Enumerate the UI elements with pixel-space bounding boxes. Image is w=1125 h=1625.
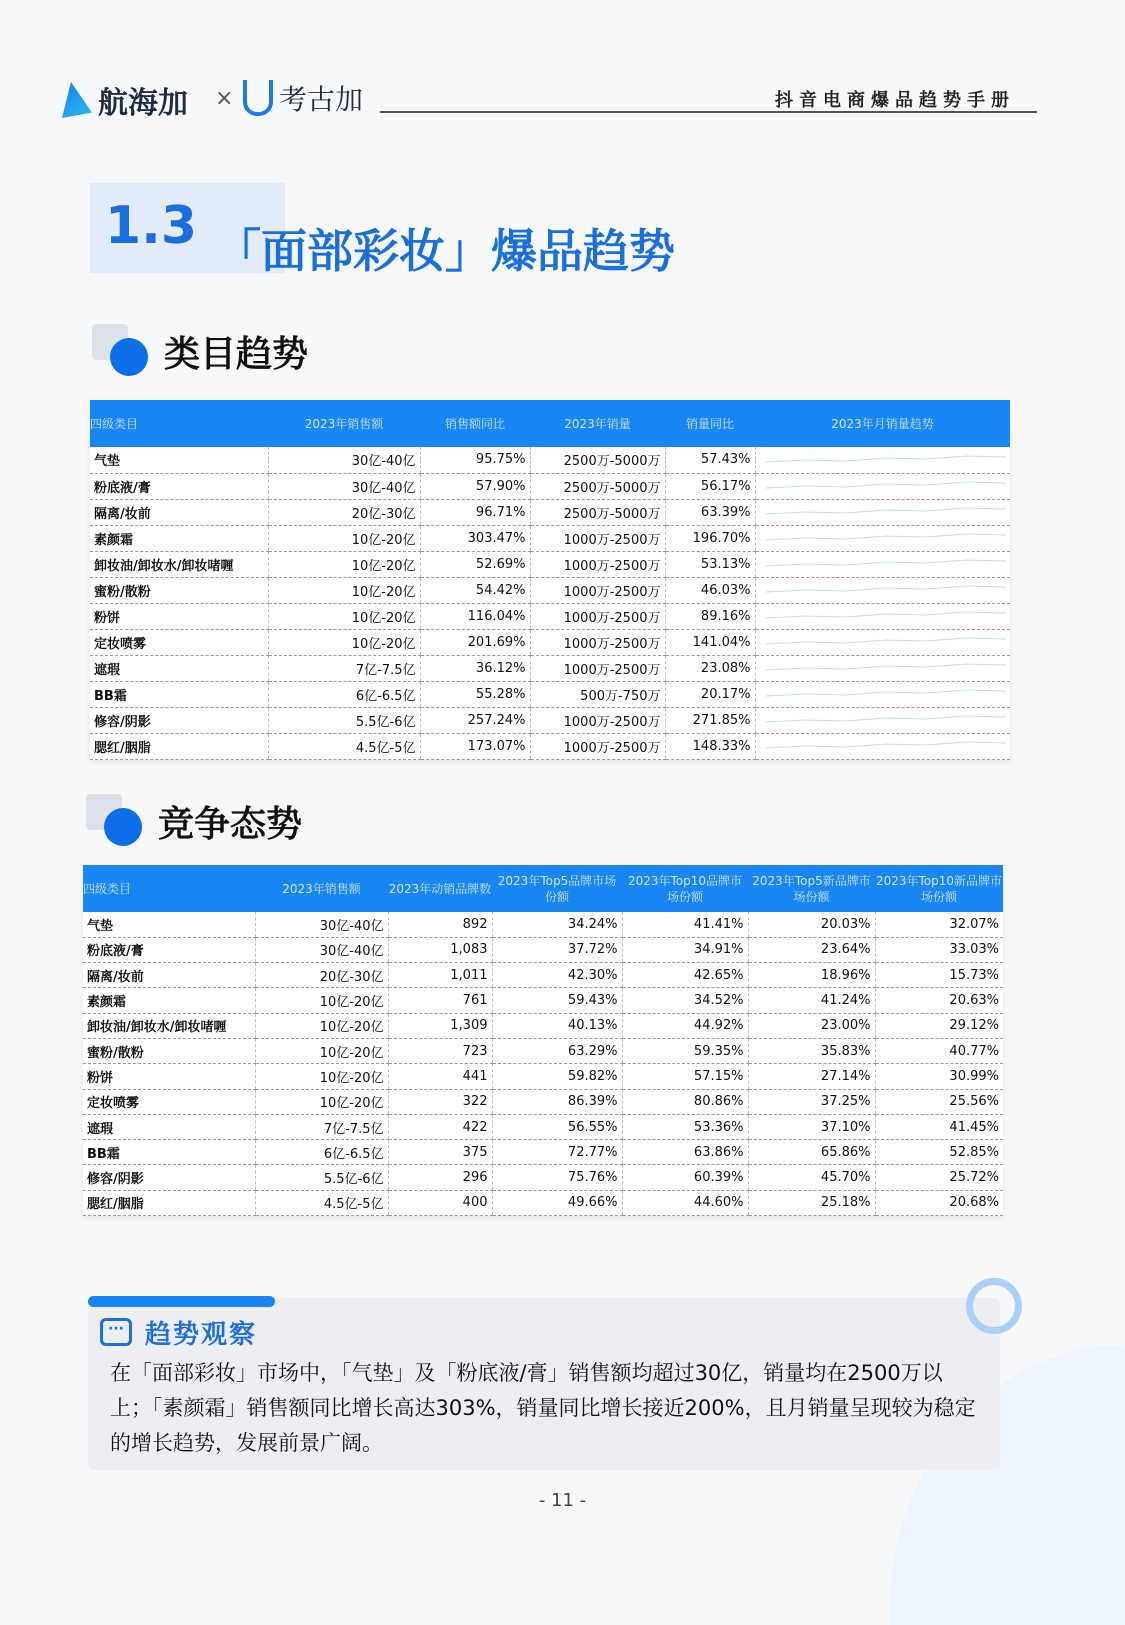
value-cell: 56.17%	[665, 473, 755, 499]
category-cell: 素颜霜	[90, 525, 268, 551]
value-cell: 20.63%	[875, 988, 1003, 1013]
value-cell: 30亿-40亿	[268, 447, 420, 473]
value-cell: 6亿-6.5亿	[268, 681, 420, 707]
table-row	[83, 963, 1003, 988]
value-cell: 1000万-2500万	[530, 525, 665, 551]
value-cell: 116.04%	[420, 603, 530, 629]
observation-accent-bar	[88, 1296, 275, 1307]
table-row	[90, 655, 1010, 681]
value-cell: 44.92%	[622, 1013, 748, 1038]
value-cell: 53.13%	[665, 551, 755, 577]
header-divider	[380, 111, 1037, 113]
value-cell: 892	[388, 912, 492, 937]
value-cell: 40.13%	[492, 1013, 622, 1038]
category-cell: 隔离/妆前	[90, 499, 268, 525]
value-cell: 95.75%	[420, 447, 530, 473]
value-cell: 20亿-30亿	[268, 499, 420, 525]
table-row	[90, 577, 1010, 603]
value-cell: 60.39%	[622, 1165, 748, 1190]
handbook-title: 抖音电商爆品趋势手册	[775, 90, 1015, 111]
value-cell: 296	[388, 1165, 492, 1190]
value-cell: 57.90%	[420, 473, 530, 499]
kaogujia-logo: 考古加	[243, 78, 363, 118]
column-header: 2023年销量	[530, 400, 665, 447]
category-cell: 遮瑕	[90, 655, 268, 681]
table-row	[83, 937, 1003, 962]
value-cell: 37.72%	[492, 937, 622, 962]
value-cell: 42.65%	[622, 963, 748, 988]
value-cell: 2500万-5000万	[530, 447, 665, 473]
value-cell: 29.12%	[875, 1013, 1003, 1038]
value-cell: 10亿-20亿	[255, 1064, 388, 1089]
sparkline-cell	[755, 603, 1010, 629]
table-row	[83, 1190, 1003, 1215]
column-header: 2023年月销量趋势	[755, 400, 1010, 447]
value-cell: 49.66%	[492, 1190, 622, 1215]
value-cell: 25.72%	[875, 1165, 1003, 1190]
value-cell: 257.24%	[420, 707, 530, 733]
table-row	[83, 1140, 1003, 1165]
value-cell: 23.08%	[665, 655, 755, 681]
category-cell: BB霜	[90, 681, 268, 707]
value-cell: 72.77%	[492, 1140, 622, 1165]
value-cell: 46.03%	[665, 577, 755, 603]
column-header: 2023年销售额	[268, 400, 420, 447]
page-number: - 11 -	[538, 1490, 587, 1511]
value-cell: 196.70%	[665, 525, 755, 551]
competition-table	[83, 865, 1003, 1216]
value-cell: 10亿-20亿	[255, 988, 388, 1013]
value-cell: 1000万-2500万	[530, 655, 665, 681]
column-header: 2023年Top5品牌市场份额	[492, 865, 622, 912]
value-cell: 44.60%	[622, 1190, 748, 1215]
value-cell: 32.07%	[875, 912, 1003, 937]
category-cell: 气垫	[90, 447, 268, 473]
value-cell: 86.39%	[492, 1089, 622, 1114]
value-cell: 20.17%	[665, 681, 755, 707]
value-cell: 1,083	[388, 937, 492, 962]
value-cell: 55.28%	[420, 681, 530, 707]
value-cell: 441	[388, 1064, 492, 1089]
observation-title: 趋势观察	[145, 1320, 258, 1350]
category-cell: 定妆喷雾	[90, 629, 268, 655]
value-cell: 80.86%	[622, 1089, 748, 1114]
sparkline	[766, 526, 1006, 546]
value-cell: 57.15%	[622, 1064, 748, 1089]
table-row	[83, 1165, 1003, 1190]
table-row	[90, 733, 1010, 759]
value-cell: 1,011	[388, 963, 492, 988]
value-cell: 201.69%	[420, 629, 530, 655]
value-cell: 148.33%	[665, 733, 755, 759]
sparkline	[766, 604, 1006, 624]
table-row	[90, 447, 1010, 473]
category-cell: 修容/阴影	[83, 1165, 255, 1190]
value-cell: 34.24%	[492, 912, 622, 937]
category-cell: 遮瑕	[83, 1114, 255, 1139]
value-cell: 20亿-30亿	[255, 963, 388, 988]
value-cell: 500万-750万	[530, 681, 665, 707]
table-row	[83, 1064, 1003, 1089]
value-cell: 10亿-20亿	[268, 629, 420, 655]
value-cell: 2500万-5000万	[530, 473, 665, 499]
value-cell: 36.12%	[420, 655, 530, 681]
sparkline	[766, 500, 1006, 520]
value-cell: 422	[388, 1114, 492, 1139]
category-cell: 蜜粉/散粉	[90, 577, 268, 603]
sparkline	[766, 708, 1006, 728]
category-cell: 修容/阴影	[90, 707, 268, 733]
sparkline	[766, 448, 1006, 468]
value-cell: 303.47%	[420, 525, 530, 551]
value-cell: 400	[388, 1190, 492, 1215]
value-cell: 33.03%	[875, 937, 1003, 962]
value-cell: 30亿-40亿	[255, 937, 388, 962]
value-cell: 23.00%	[748, 1013, 875, 1038]
value-cell: 2500万-5000万	[530, 499, 665, 525]
table-row	[90, 681, 1010, 707]
column-header: 2023年动销品牌数	[388, 865, 492, 912]
sparkline-cell	[755, 655, 1010, 681]
table-row	[90, 629, 1010, 655]
bullet-icon	[104, 808, 142, 846]
value-cell: 271.85%	[665, 707, 755, 733]
value-cell: 41.24%	[748, 988, 875, 1013]
table-row	[83, 1038, 1003, 1063]
value-cell: 59.43%	[492, 988, 622, 1013]
sparkline-cell	[755, 473, 1010, 499]
table-row	[83, 988, 1003, 1013]
value-cell: 1,309	[388, 1013, 492, 1038]
value-cell: 65.86%	[748, 1140, 875, 1165]
sparkline-cell	[755, 551, 1010, 577]
value-cell: 1000万-2500万	[530, 551, 665, 577]
category-cell: 卸妆油/卸妆水/卸妆啫喱	[90, 551, 268, 577]
category-cell: 素颜霜	[83, 988, 255, 1013]
value-cell: 75.76%	[492, 1165, 622, 1190]
category-cell: 粉饼	[90, 603, 268, 629]
table-row	[83, 1114, 1003, 1139]
category-cell: 气垫	[83, 912, 255, 937]
value-cell: 41.41%	[622, 912, 748, 937]
value-cell: 10亿-20亿	[268, 551, 420, 577]
category-cell: 隔离/妆前	[83, 963, 255, 988]
value-cell: 52.85%	[875, 1140, 1003, 1165]
category-cell: 卸妆油/卸妆水/卸妆啫喱	[83, 1013, 255, 1038]
value-cell: 37.25%	[748, 1089, 875, 1114]
table-row	[83, 1013, 1003, 1038]
logo-separator: ×	[215, 86, 234, 111]
category-cell: 粉底液/膏	[90, 473, 268, 499]
category-cell: 蜜粉/散粉	[83, 1038, 255, 1063]
value-cell: 1000万-2500万	[530, 577, 665, 603]
value-cell: 7亿-7.5亿	[255, 1114, 388, 1139]
value-cell: 173.07%	[420, 733, 530, 759]
sparkline	[766, 734, 1006, 754]
category-cell: 腮红/胭脂	[90, 733, 268, 759]
column-header: 四级类目	[83, 865, 255, 912]
column-header: 销售额同比	[420, 400, 530, 447]
sparkline	[766, 578, 1006, 598]
sparkline-cell	[755, 707, 1010, 733]
value-cell: 63.29%	[492, 1038, 622, 1063]
value-cell: 96.71%	[420, 499, 530, 525]
value-cell: 10亿-20亿	[268, 603, 420, 629]
value-cell: 63.86%	[622, 1140, 748, 1165]
value-cell: 41.45%	[875, 1114, 1003, 1139]
value-cell: 53.36%	[622, 1114, 748, 1139]
value-cell: 141.04%	[665, 629, 755, 655]
value-cell: 10亿-20亿	[268, 525, 420, 551]
column-header: 2023年销售额	[255, 865, 388, 912]
value-cell: 59.35%	[622, 1038, 748, 1063]
value-cell: 52.69%	[420, 551, 530, 577]
decorative-ring	[966, 1278, 1022, 1334]
sparkline-cell	[755, 447, 1010, 473]
value-cell: 34.91%	[622, 937, 748, 962]
sparkline	[766, 656, 1006, 676]
table-row	[90, 525, 1010, 551]
value-cell: 4.5亿-5亿	[255, 1190, 388, 1215]
value-cell: 25.56%	[875, 1089, 1003, 1114]
page-title: 「面部彩妆」爆品趋势	[215, 224, 675, 278]
sparkline-cell	[755, 629, 1010, 655]
value-cell: 18.96%	[748, 963, 875, 988]
value-cell: 10亿-20亿	[255, 1013, 388, 1038]
table-row	[90, 499, 1010, 525]
value-cell: 57.43%	[665, 447, 755, 473]
hanghaijia-logo: 航海加	[62, 78, 188, 122]
value-cell: 37.10%	[748, 1114, 875, 1139]
value-cell: 1000万-2500万	[530, 733, 665, 759]
value-cell: 1000万-2500万	[530, 603, 665, 629]
value-cell: 30亿-40亿	[268, 473, 420, 499]
value-cell: 1000万-2500万	[530, 629, 665, 655]
value-cell: 23.64%	[748, 937, 875, 962]
value-cell: 42.30%	[492, 963, 622, 988]
kaogujia-icon	[243, 80, 273, 116]
value-cell: 10亿-20亿	[255, 1038, 388, 1063]
value-cell: 1000万-2500万	[530, 707, 665, 733]
value-cell: 20.03%	[748, 912, 875, 937]
value-cell: 10亿-20亿	[268, 577, 420, 603]
bullet-icon	[110, 338, 148, 376]
value-cell: 322	[388, 1089, 492, 1114]
value-cell: 10亿-20亿	[255, 1089, 388, 1114]
value-cell: 89.16%	[665, 603, 755, 629]
table-row	[90, 473, 1010, 499]
value-cell: 40.77%	[875, 1038, 1003, 1063]
sparkline	[766, 682, 1006, 702]
value-cell: 56.55%	[492, 1114, 622, 1139]
value-cell: 6亿-6.5亿	[255, 1140, 388, 1165]
sparkline-cell	[755, 681, 1010, 707]
value-cell: 7亿-7.5亿	[268, 655, 420, 681]
column-header: 2023年Top5新品牌市场份额	[748, 865, 875, 912]
table-row	[90, 707, 1010, 733]
category-cell: 定妆喷雾	[83, 1089, 255, 1114]
value-cell: 20.68%	[875, 1190, 1003, 1215]
value-cell: 45.70%	[748, 1165, 875, 1190]
value-cell: 4.5亿-5亿	[268, 733, 420, 759]
sparkline	[766, 474, 1006, 494]
value-cell: 375	[388, 1140, 492, 1165]
sparkline	[766, 552, 1006, 572]
sail-icon	[62, 82, 92, 118]
category-cell: 粉饼	[83, 1064, 255, 1089]
value-cell: 63.39%	[665, 499, 755, 525]
value-cell: 15.73%	[875, 963, 1003, 988]
value-cell: 35.83%	[748, 1038, 875, 1063]
category-cell: BB霜	[83, 1140, 255, 1165]
sparkline-cell	[755, 499, 1010, 525]
value-cell: 5.5亿-6亿	[268, 707, 420, 733]
table-row	[83, 912, 1003, 937]
value-cell: 30.99%	[875, 1064, 1003, 1089]
column-header: 销量同比	[665, 400, 755, 447]
value-cell: 34.52%	[622, 988, 748, 1013]
section-number: 1.3	[105, 196, 198, 256]
table-row	[90, 551, 1010, 577]
chat-bubble-icon: ···	[100, 1318, 132, 1346]
value-cell: 30亿-40亿	[255, 912, 388, 937]
table-row	[83, 1089, 1003, 1114]
column-header: 2023年Top10新品牌市场份额	[875, 865, 1003, 912]
value-cell: 761	[388, 988, 492, 1013]
value-cell: 59.82%	[492, 1064, 622, 1089]
observation-text: 在「面部彩妆」市场中，「气垫」及「粉底液/膏」销售额均超过30亿，销量均在2500万以上；「素颜霜」销售额同比增长高达303%，销量同比增长接近200%，且月销量呈现较为稳定的增长趋势，发展前景广阔。	[110, 1361, 976, 1455]
category-cell: 粉底液/膏	[83, 937, 255, 962]
value-cell: 723	[388, 1038, 492, 1063]
sparkline-cell	[755, 733, 1010, 759]
column-header: 2023年Top10品牌市场份额	[622, 865, 748, 912]
column-header: 四级类目	[90, 400, 268, 447]
sparkline-cell	[755, 525, 1010, 551]
value-cell: 5.5亿-6亿	[255, 1165, 388, 1190]
value-cell: 54.42%	[420, 577, 530, 603]
table-row	[90, 603, 1010, 629]
value-cell: 27.14%	[748, 1064, 875, 1089]
sparkline-cell	[755, 577, 1010, 603]
category-cell: 腮红/胭脂	[83, 1190, 255, 1215]
sparkline	[766, 630, 1006, 650]
category-trend-table	[90, 400, 1010, 760]
value-cell: 25.18%	[748, 1190, 875, 1215]
